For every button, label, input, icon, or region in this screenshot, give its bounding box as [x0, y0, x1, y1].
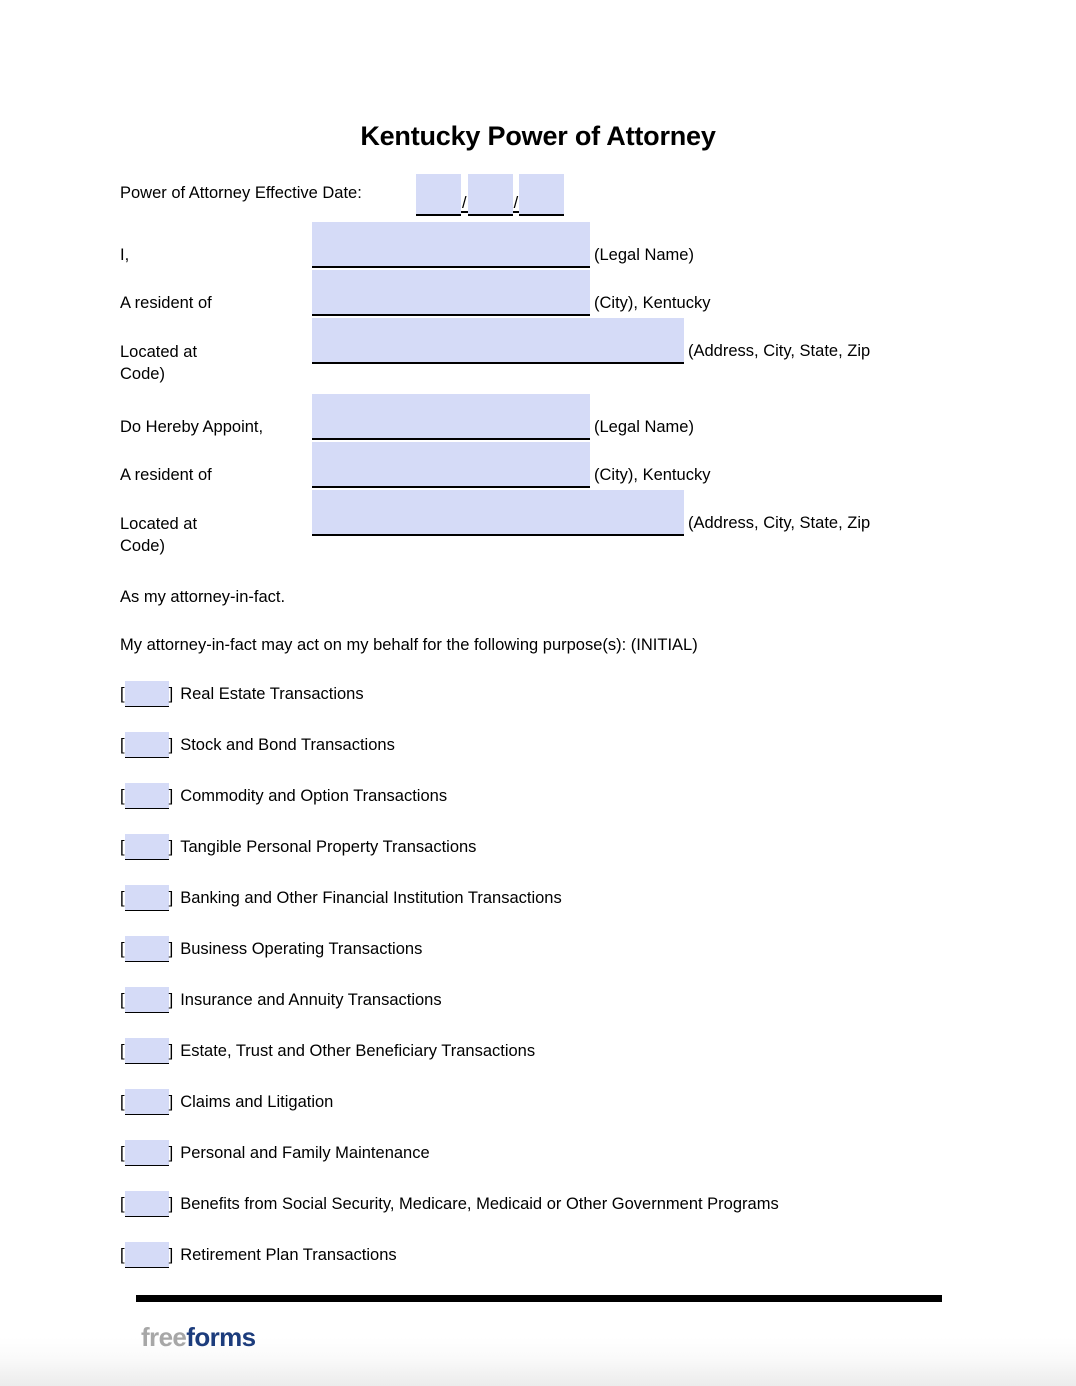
- agent-residence-row: [120, 442, 956, 488]
- bracket-close: ]: [168, 787, 174, 806]
- bracket-open: [: [120, 991, 125, 1010]
- principal-address-label: [120, 342, 310, 386]
- document-body: [120, 120, 956, 1293]
- purpose-label: Personal and Family Maintenance: [180, 1144, 430, 1163]
- bracket-open: [: [120, 1042, 125, 1061]
- bracket-close: ]: [168, 1246, 174, 1265]
- initial-input-business-operating[interactable]: [125, 936, 169, 962]
- principal-address-label-line2: Code): [120, 365, 165, 384]
- initial-input-commodity-option[interactable]: [125, 783, 169, 809]
- effective-date-label: Power of Attorney Effective Date:: [120, 184, 362, 203]
- list-item: [120, 681, 956, 707]
- principal-name-suffix: (Legal Name): [594, 246, 694, 265]
- purpose-label: Estate, Trust and Other Beneficiary Transactions: [180, 1042, 536, 1061]
- bracket-open: [: [120, 787, 125, 806]
- bracket-open: [: [120, 1195, 125, 1214]
- list-item: [120, 1089, 956, 1115]
- effective-date-day-input[interactable]: [468, 174, 513, 216]
- bracket-open: [: [120, 1144, 125, 1163]
- bracket-open: [: [120, 1246, 125, 1265]
- list-item: [120, 1038, 956, 1064]
- principal-residence-row: [120, 270, 956, 316]
- date-separator-2: /: [513, 171, 520, 213]
- agent-address-label-line2: Code): [120, 537, 165, 556]
- bracket-close: ]: [168, 1195, 174, 1214]
- agent-address-label: [120, 514, 310, 558]
- bracket-open: [: [120, 940, 125, 959]
- initial-input-retirement-plan[interactable]: [125, 1242, 169, 1268]
- list-item: [120, 834, 956, 860]
- bracket-close: ]: [168, 991, 174, 1010]
- bracket-open: [: [120, 736, 125, 755]
- attorney-in-fact-statement: As my attorney-in-fact.: [120, 588, 286, 607]
- list-item: [120, 783, 956, 809]
- effective-date-row: [120, 174, 956, 210]
- principal-residence-suffix: (City), Kentucky: [594, 294, 711, 313]
- principal-name-row: [120, 222, 956, 268]
- agent-address-input[interactable]: [312, 490, 684, 536]
- list-item: [120, 885, 956, 911]
- purpose-label: Banking and Other Financial Institution Transactions: [180, 889, 562, 908]
- page-title: Kentucky Power of Attorney: [360, 121, 716, 151]
- agent-residence-input[interactable]: [312, 442, 590, 488]
- purpose-label: Real Estate Transactions: [180, 685, 364, 704]
- principal-address-suffix: (Address, City, State, Zip: [688, 342, 871, 361]
- initial-input-claims-litigation[interactable]: [125, 1089, 169, 1115]
- footer-divider: [136, 1295, 942, 1302]
- effective-date-fields: [416, 174, 564, 216]
- agent-name-row: [120, 394, 956, 440]
- list-item: [120, 1140, 956, 1166]
- purpose-label: Retirement Plan Transactions: [180, 1246, 397, 1265]
- purpose-label: Tangible Personal Property Transactions: [180, 838, 477, 857]
- purpose-label: Business Operating Transactions: [180, 940, 423, 959]
- bracket-close: ]: [168, 838, 174, 857]
- agent-address-suffix: (Address, City, State, Zip: [688, 514, 871, 533]
- effective-date-year-input[interactable]: [519, 174, 564, 216]
- agent-residence-suffix: (City), Kentucky: [594, 466, 711, 485]
- principal-residence-input[interactable]: [312, 270, 590, 316]
- agent-address-label-line1: Located at: [120, 515, 198, 534]
- list-item: [120, 1191, 956, 1217]
- initial-input-banking[interactable]: [125, 885, 169, 911]
- list-item: [120, 1242, 956, 1268]
- initial-input-tangible-property[interactable]: [125, 834, 169, 860]
- bracket-close: ]: [168, 1042, 174, 1061]
- bracket-close: ]: [168, 940, 174, 959]
- purpose-label: Stock and Bond Transactions: [180, 736, 395, 755]
- agent-name-input[interactable]: [312, 394, 590, 440]
- initial-input-insurance-annuity[interactable]: [125, 987, 169, 1013]
- list-item: [120, 732, 956, 758]
- principal-address-label-line1: Located at: [120, 343, 198, 362]
- agent-name-suffix: (Legal Name): [594, 418, 694, 437]
- purpose-label: Benefits from Social Security, Medicare, Medicaid or Other Government Programs: [180, 1195, 779, 1214]
- bracket-close: ]: [168, 736, 174, 755]
- bracket-open: [: [120, 838, 125, 857]
- purposes-intro: My attorney-in-fact may act on my behalf for the following purpose(s): (INITIAL): [120, 635, 698, 654]
- purpose-label: Commodity and Option Transactions: [180, 787, 448, 806]
- effective-date-month-input[interactable]: [416, 174, 461, 216]
- bracket-close: ]: [168, 889, 174, 908]
- logo-text-free: free: [141, 1322, 187, 1352]
- logo-text-forms: forms: [186, 1322, 256, 1352]
- bracket-close: ]: [168, 1093, 174, 1112]
- freeforms-logo: [141, 1324, 256, 1350]
- principal-address-row: [120, 318, 956, 392]
- initial-input-personal-family[interactable]: [125, 1140, 169, 1166]
- date-separator-1: /: [461, 171, 468, 213]
- principal-address-input[interactable]: [312, 318, 684, 364]
- principal-name-label: I,: [120, 246, 130, 265]
- principal-name-input[interactable]: [312, 222, 590, 268]
- agent-residence-label: A resident of: [120, 466, 212, 485]
- purpose-label: Insurance and Annuity Transactions: [180, 991, 442, 1010]
- initial-input-stock-bond[interactable]: [125, 732, 169, 758]
- agent-address-row: [120, 490, 956, 564]
- bracket-open: [: [120, 685, 125, 704]
- bracket-open: [: [120, 889, 125, 908]
- initial-input-estate-trust[interactable]: [125, 1038, 169, 1064]
- list-item: [120, 987, 956, 1013]
- bracket-open: [: [120, 1093, 125, 1112]
- agent-name-label: Do Hereby Appoint,: [120, 418, 264, 437]
- initial-input-government-benefits[interactable]: [125, 1191, 169, 1217]
- principal-residence-label: A resident of: [120, 294, 212, 313]
- bracket-close: ]: [168, 1144, 174, 1163]
- bracket-close: ]: [168, 685, 174, 704]
- list-item: [120, 936, 956, 962]
- purposes-list: [120, 681, 956, 1268]
- initial-input-real-estate[interactable]: [125, 681, 169, 707]
- purpose-label: Claims and Litigation: [180, 1093, 334, 1112]
